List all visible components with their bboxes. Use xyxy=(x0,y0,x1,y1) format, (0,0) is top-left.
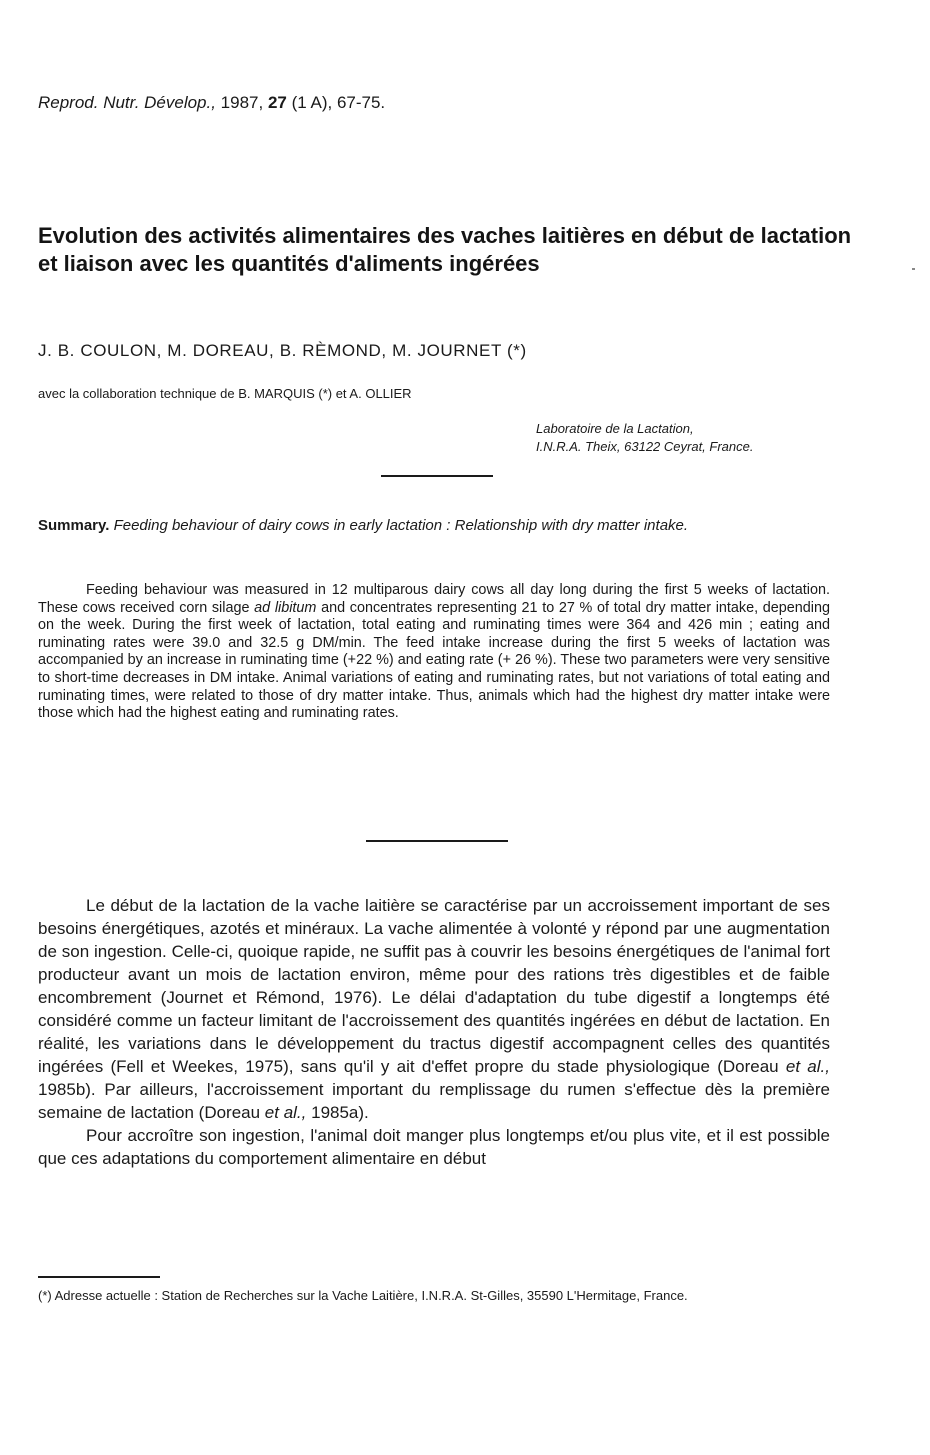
separator-rule-bottom xyxy=(366,840,508,842)
article-title: Evolution des activités alimentaires des vaches laitières en début de lactation et liaison avec les quantités d'aliments ingérées xyxy=(38,223,852,276)
body-p1-citation-etal-1: et al., xyxy=(785,1057,830,1076)
summary-title: Feeding behaviour of dairy cows in early lactation : Relationship with dry matter intake. xyxy=(109,517,689,534)
journal-citation xyxy=(38,93,385,113)
body-p1-text-b: 1985b). Par ailleurs, l'accroissement important du remplissage du rumen s'effectue dès la première semaine de lactation (Doreau xyxy=(38,1080,830,1122)
journal-volume: 27 xyxy=(267,93,287,112)
abstract-paragraph xyxy=(38,582,830,723)
body-paragraph-1 xyxy=(38,894,830,1124)
body-p1-citation-etal-2: et al., xyxy=(264,1103,307,1122)
scan-mark xyxy=(912,268,915,270)
body-text xyxy=(38,894,830,1170)
abstract-emphasis: ad libitum xyxy=(254,599,317,616)
footnote-rule xyxy=(38,1276,160,1278)
body-paragraph-2: Pour accroître son ingestion, l'animal doit manger plus longtemps et/ou plus vite, et il est possible que ces adaptations du comportement alimentaire en début xyxy=(38,1126,830,1168)
affiliation-line-1: Laboratoire de la Lactation, xyxy=(536,421,694,436)
summary-heading xyxy=(38,516,838,535)
summary-label: Summary. xyxy=(38,517,110,534)
affiliation xyxy=(536,420,753,456)
journal-issue-pages: (1 A), 67-75. xyxy=(286,93,386,112)
technical-collaboration: avec la collaboration technique de B. MARQUIS (*) et A. OLLIER xyxy=(38,386,412,401)
abstract-text-1: Feeding behaviour was measured in 12 multiparous dairy cows all day long during the first 5 weeks of lactation. These cows received corn silage xyxy=(38,582,830,616)
body-p1-text-c: 1985a). xyxy=(306,1103,369,1122)
abstract-text-2: and concentrates representing 21 to 27 % of total dry matter intake, depending on the week. During the first week of lactation, total eating and ruminating times were 364 and 426 min ; eating and ruminating rates were 39.0 and 32.5 g DM/min. The feed intake increase during the first 5 weeks of lactation was accompanied by an increase in ruminating time (+22 %) and eating rate (+ 26 %). These two parameters were very sensitive to short-time decreases in DM intake. Animal variations of eating and ruminating rates, but not variations of total eating and ruminating times, were related to those of dry matter intake. Thus, animals which had the highest dry matter intake were those which had the highest eating and ruminating rates. xyxy=(38,599,830,722)
journal-year: 1987, xyxy=(215,93,268,112)
body-p1-text-a: Le début de la lactation de la vache laitière se caractérise par un accroissement important de ses besoins énergétiques, azotés et minéraux. La vache alimentée à volonté y répond par une augmentation de son ingestion. Celle-ci, quoique rapide, ne suffit pas à couvrir les besoins énergétiques de l'animal fort producteur avant un mois de lactation environ, même pour des rations très digestibles et de faible encombrement (Journet et Rémond, 1976). Le délai d'adaptation du tube digestif a longtemps été considéré comme un facteur limitant de l'accroissement des quantités ingérées en début de lactation. En réalité, les variations dans le développement du tractus digestif accompagnent celles des quantités ingérées (Fell et Weekes, 1975), sans qu'il y ait d'effet propre du stade physiologique (Doreau xyxy=(38,896,830,1076)
affiliation-line-2: I.N.R.A. Theix, 63122 Ceyrat, France. xyxy=(536,439,754,454)
footnote: (*) Adresse actuelle : Station de Recherches sur la Vache Laitière, I.N.R.A. St-Gilles, 35590 L'Hermitage, France. xyxy=(38,1288,688,1303)
author-list: J. B. COULON, M. DOREAU, B. RÈMOND, M. JOURNET (*) xyxy=(38,341,527,360)
separator-rule-top xyxy=(381,475,493,477)
journal-name: Reprod. Nutr. Dévelop., xyxy=(38,93,216,112)
